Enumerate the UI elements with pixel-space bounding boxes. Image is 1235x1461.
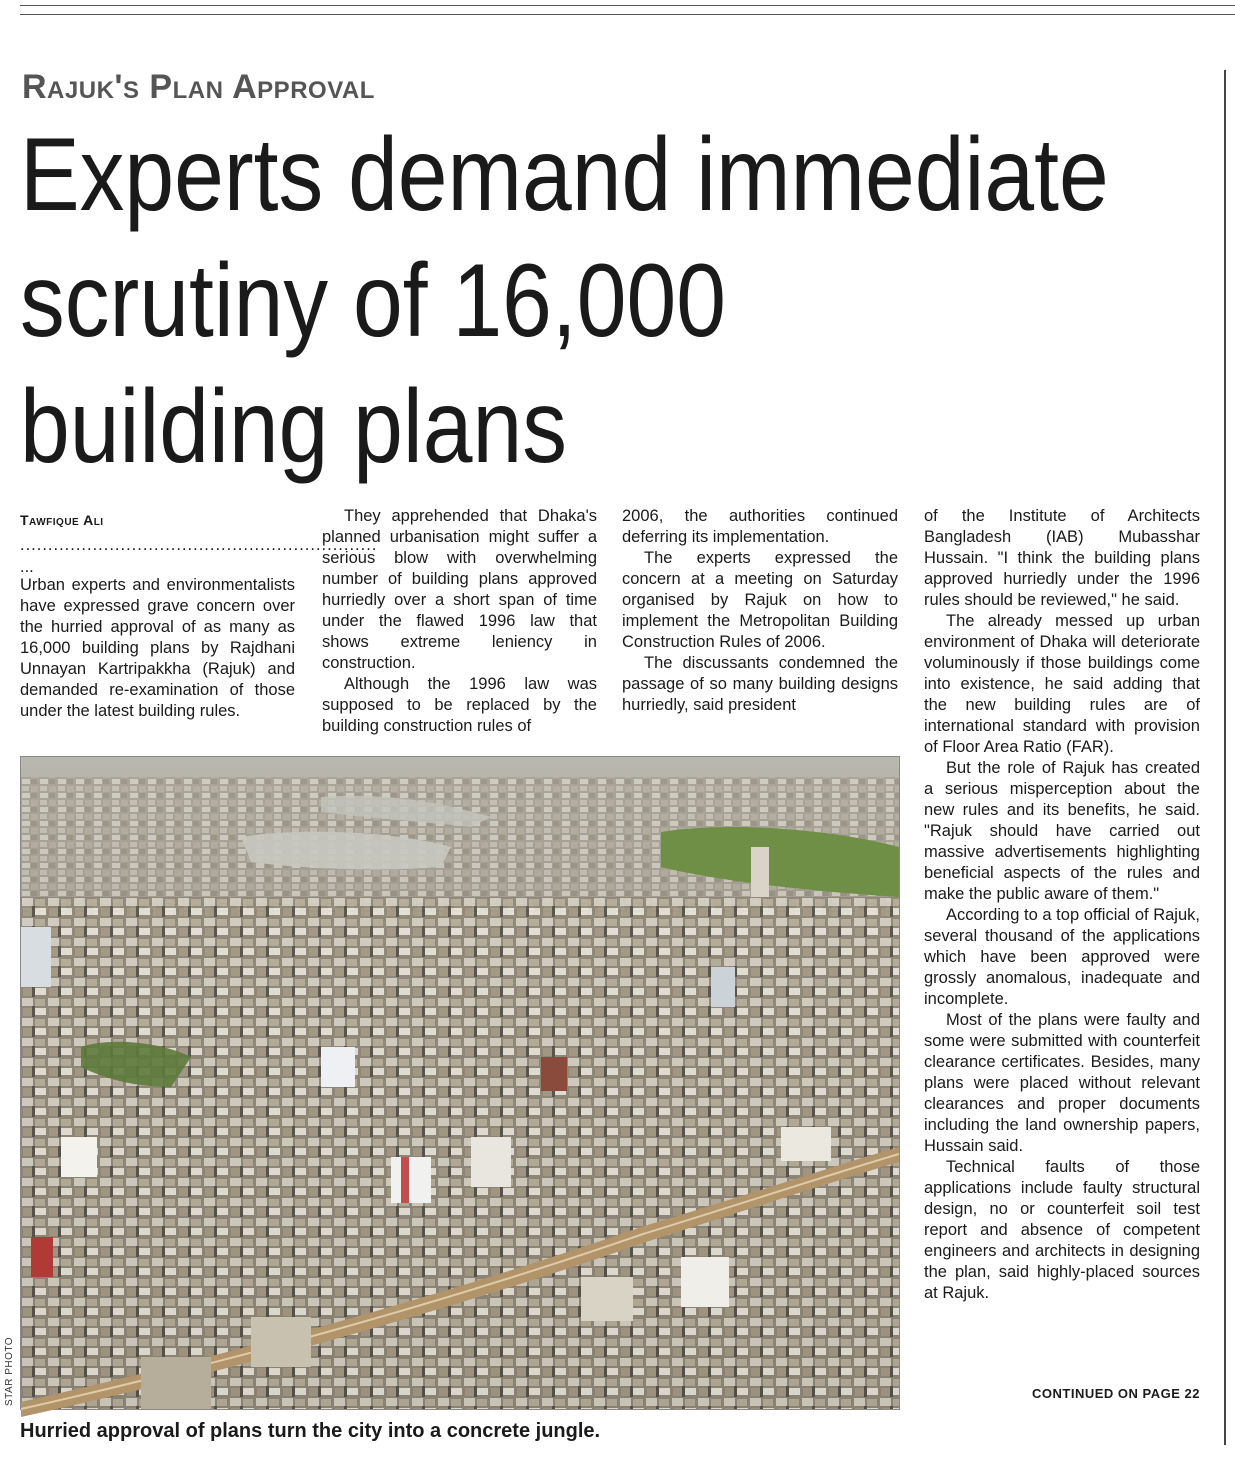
paragraph: Although the 1996 law was supposed to be replaced by the building construction rules of — [322, 675, 597, 735]
top-rule — [20, 5, 1235, 6]
paragraph: Most of the plans were faulty and some were submitted with counterfeit clearance certificates. Besides, many plans were placed without relevant clearances and proper documents including the land ownership papers, Hussain said. — [924, 1011, 1200, 1155]
photo-credit: STAR PHOTO — [4, 1336, 15, 1406]
paragraph: According to a top official of Rajuk, several thousand of the applications which have been approved were grossly anomalous, inadequate and incomplete. — [924, 906, 1200, 1008]
continued-label: CONTINUED ON PAGE 22 — [1032, 1386, 1200, 1401]
paragraph: The already messed up urban environment of Dhaka will deteriorate voluminously if those buildings come into existence, he said adding that the new building rules are of international standard with provision of Floor Area Ratio (FAR). — [924, 612, 1200, 756]
headline — [20, 112, 1207, 490]
article-column-1 — [20, 510, 378, 722]
headline-line-2: scrutiny of 16,000 — [20, 243, 727, 359]
top-rule-2 — [20, 14, 1235, 15]
photo-caption: Hurried approval of plans turn the city into a concrete jungle. — [20, 1420, 601, 1442]
aerial-city-illustration — [21, 757, 899, 1409]
column-rule — [1224, 70, 1226, 1445]
paragraph: of the Institute of Architects Bangladesh (IAB) Mubasshar Hussain. "I think the building plans approved hurriedly under the 1996 rules should be reviewed," he said. — [924, 507, 1200, 609]
article-column-4 — [924, 506, 1200, 1304]
byline: Tawfique Ali — [20, 512, 104, 528]
headline-line-1: Experts demand immediate — [20, 117, 1109, 233]
paragraph: The experts expressed the concern at a meeting on Saturday organised by Rajuk on how to implement the Metropolitan Building Construction Rules of 2006. — [622, 549, 898, 651]
article-column-3 — [622, 506, 898, 716]
paragraph: Technical faults of those applications include faulty structural design, no or counterfeit soil test report and absence of competent engineers and architects in designing the plan, said highly-placed sources at Rajuk. — [924, 1158, 1200, 1302]
paragraph: 2006, the authorities continued deferring its implementation. — [622, 507, 898, 546]
byline-divider-2: ... — [20, 558, 34, 576]
article-column-2 — [322, 506, 597, 737]
aerial-city-photo — [20, 756, 900, 1410]
paragraph: They apprehended that Dhaka's planned urbanisation might suffer a serious blow with overwhelming number of building plans approved hurriedly over a short span of time under the flawed 1996 law that shows extreme leniency in construction. — [322, 507, 597, 672]
paragraph: The discussants condemned the passage of so many building designs hurriedly, said president — [622, 654, 898, 714]
byline-divider: ................................................................ — [20, 536, 378, 554]
headline-line-3: building plans — [20, 369, 568, 485]
kicker: Rajuk's Plan Approval — [22, 68, 375, 106]
paragraph: But the role of Rajuk has created a serious misperception about the new rules and its benefits, he said. "Rajuk should have carried out massive advertisements highlighting beneficial aspects of the rules and make the public aware of them." — [924, 759, 1200, 903]
paragraph: Urban experts and environmentalists have expressed grave concern over the hurried approval of as many as 16,000 building plans by Rajdhani Unnayan Kartripakkha (Rajuk) and demanded re-examination of those under the latest building rules. — [20, 576, 295, 720]
